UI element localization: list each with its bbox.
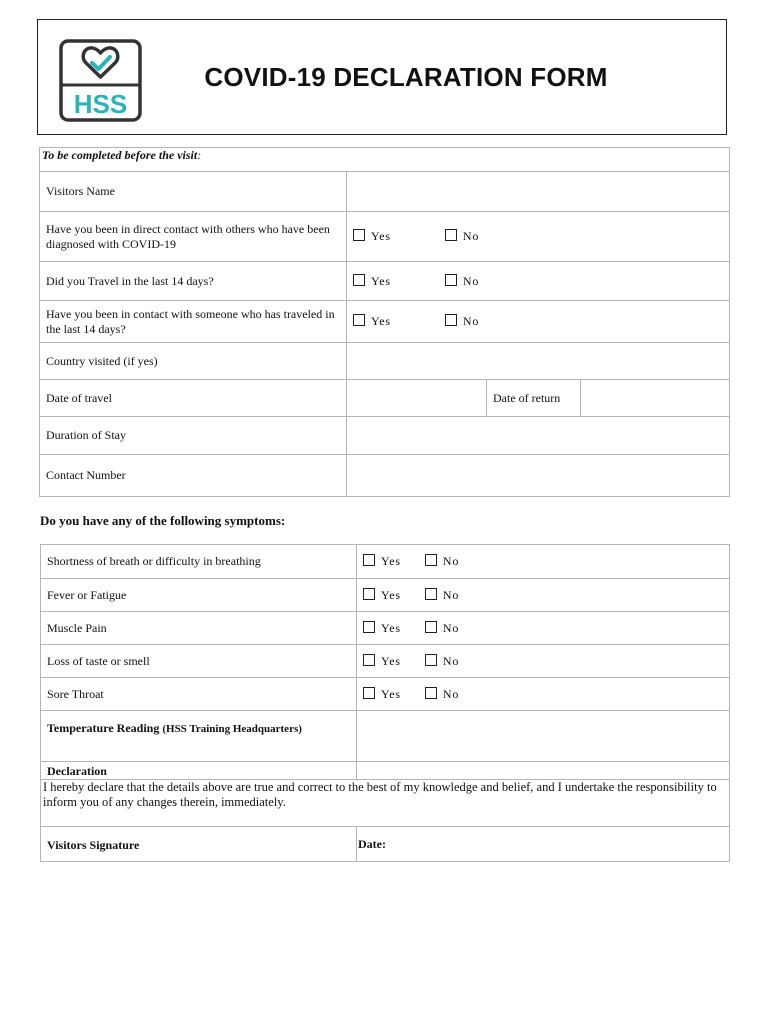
duration-label: Duration of Stay xyxy=(40,417,347,455)
intro-text: To be completed before the visit xyxy=(42,148,198,162)
symptom-label: Shortness of breath or difficulty in breathing xyxy=(41,545,357,579)
travel-no-checkbox[interactable] xyxy=(445,274,457,286)
intro-suffix: : xyxy=(197,148,202,162)
date-travel-field[interactable] xyxy=(347,380,487,417)
symptom-row xyxy=(41,545,730,579)
yes-label: Yes xyxy=(381,686,401,701)
no-label: No xyxy=(442,554,460,568)
date-return-field[interactable] xyxy=(581,380,730,417)
country-label: Country visited (if yes) xyxy=(40,343,347,380)
declaration-label-row xyxy=(41,762,730,780)
travel-dates-row xyxy=(40,380,730,417)
contact-traveler-row xyxy=(40,301,730,343)
symptom-label: Fever or Fatigue xyxy=(41,579,357,612)
yes-label: Yes xyxy=(381,620,401,635)
declaration-text: I hereby declare that the details above are true and correct to the best of my knowledge and belief, and I undertake the responsibility to inform you of any changes therein, immediately. xyxy=(41,780,730,827)
no-label: No xyxy=(462,229,480,243)
yes-label: Yes xyxy=(381,554,401,568)
yes-label: Yes xyxy=(381,653,401,668)
date-field[interactable]: Date: xyxy=(357,827,730,862)
declaration-row xyxy=(41,780,730,827)
contact-covid-no-checkbox[interactable] xyxy=(445,229,457,241)
symptom-no-checkbox[interactable] xyxy=(425,654,437,666)
travel-label: Did you Travel in the last 14 days? xyxy=(40,262,347,301)
symptom-yes-checkbox[interactable] xyxy=(363,687,375,699)
temperature-label-cell xyxy=(41,711,357,762)
intro-cell xyxy=(40,148,730,172)
form-title: COVID-19 DECLARATION FORM xyxy=(204,62,608,92)
travel-yes-checkbox[interactable] xyxy=(353,274,365,286)
visitors-name-field[interactable] xyxy=(347,172,730,212)
contact-traveler-yes-checkbox[interactable] xyxy=(353,314,365,326)
symptom-options xyxy=(357,545,730,579)
contact-traveler-label: Have you been in contact with someone who has traveled in the last 14 days? xyxy=(40,301,347,343)
intro-row xyxy=(40,148,730,172)
contact-number-field[interactable] xyxy=(347,455,730,497)
symptom-no-checkbox[interactable] xyxy=(425,554,437,566)
no-label: No xyxy=(462,314,480,328)
symptom-label: Loss of taste or smell xyxy=(41,645,357,678)
symptom-label: Muscle Pain xyxy=(41,612,357,645)
no-label: No xyxy=(442,686,460,701)
symptom-options xyxy=(357,645,730,678)
no-label: No xyxy=(442,620,460,635)
temperature-field[interactable] xyxy=(357,711,730,762)
logo-text: HSS xyxy=(73,89,128,119)
symptom-no-checkbox[interactable] xyxy=(425,687,437,699)
yes-label: Yes xyxy=(381,587,401,602)
symptom-yes-checkbox[interactable] xyxy=(363,554,375,566)
country-row xyxy=(40,343,730,380)
visitors-name-row xyxy=(40,172,730,212)
duration-row xyxy=(40,417,730,455)
duration-field[interactable] xyxy=(347,417,730,455)
symptom-no-checkbox[interactable] xyxy=(425,588,437,600)
symptom-row xyxy=(41,678,730,711)
declaration-label: Declaration xyxy=(41,762,357,780)
date-travel-label: Date of travel xyxy=(40,380,347,417)
contact-covid-row xyxy=(40,212,730,262)
no-label: No xyxy=(442,653,460,668)
visit-details-table xyxy=(39,147,730,497)
symptom-label: Sore Throat xyxy=(41,678,357,711)
yes-label: Yes xyxy=(371,229,391,243)
symptom-options xyxy=(357,612,730,645)
country-field[interactable] xyxy=(347,343,730,380)
symptom-options xyxy=(357,678,730,711)
symptom-row xyxy=(41,612,730,645)
contact-traveler-options xyxy=(347,301,730,343)
yes-label: Yes xyxy=(371,273,391,288)
contact-number-label: Contact Number xyxy=(40,455,347,497)
signature-label: Visitors Signature xyxy=(41,827,357,862)
symptom-yes-checkbox[interactable] xyxy=(363,654,375,666)
contact-covid-yes-checkbox[interactable] xyxy=(353,229,365,241)
symptoms-heading: Do you have any of the following symptoms: xyxy=(40,513,286,528)
temperature-row xyxy=(41,711,730,762)
hss-logo xyxy=(59,39,142,122)
temperature-sub: (HSS Training Headquarters) xyxy=(162,723,302,735)
contact-number-row xyxy=(40,455,730,497)
contact-traveler-no-checkbox[interactable] xyxy=(445,314,457,326)
symptom-options xyxy=(357,579,730,612)
yes-label: Yes xyxy=(371,314,391,328)
contact-covid-label: Have you been in direct contact with others who have been diagnosed with COVID-19 xyxy=(40,212,347,262)
symptom-no-checkbox[interactable] xyxy=(425,621,437,633)
symptom-row xyxy=(41,579,730,612)
contact-covid-options xyxy=(347,212,730,262)
temperature-label: Temperature Reading xyxy=(47,721,160,735)
symptom-yes-checkbox[interactable] xyxy=(363,588,375,600)
no-label: No xyxy=(462,273,480,288)
symptoms-table xyxy=(40,544,730,862)
travel-options xyxy=(347,262,730,301)
date-return-label: Date of return xyxy=(487,380,581,417)
symptom-row xyxy=(41,645,730,678)
signature-row xyxy=(41,827,730,862)
visitors-name-label: Visitors Name xyxy=(40,172,347,212)
no-label: No xyxy=(442,587,460,602)
travel-row xyxy=(40,262,730,301)
declaration-blank xyxy=(357,762,730,780)
symptom-yes-checkbox[interactable] xyxy=(363,621,375,633)
